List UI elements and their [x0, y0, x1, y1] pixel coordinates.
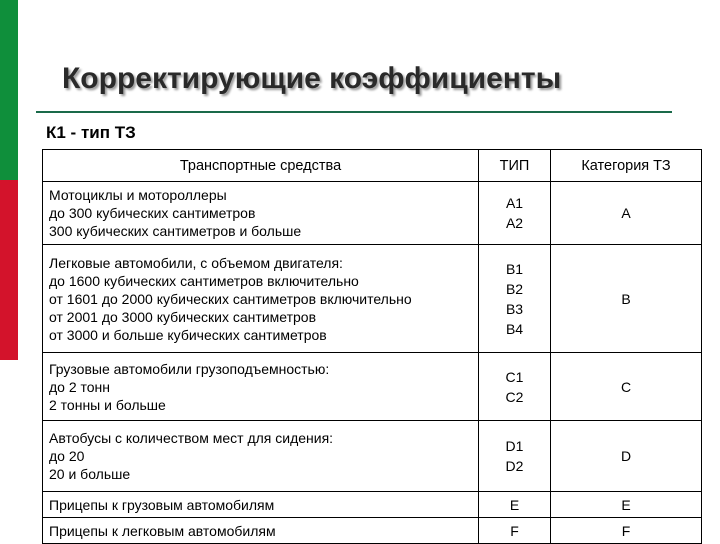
vehicle-cell	[43, 353, 479, 421]
vehicle-cell	[43, 421, 479, 492]
table-header-row	[43, 150, 702, 182]
category-cell	[551, 245, 702, 353]
type-cell	[479, 245, 551, 353]
vehicle-line: Грузовые автомобили грузоподъемностью:	[49, 360, 330, 377]
slide-subtitle: К1 - тип ТЗ	[46, 123, 136, 142]
vehicle-cell	[43, 245, 479, 353]
vehicle-line: от 2001 до 3000 кубических сантиметров	[49, 308, 317, 325]
vehicle-line: от 3000 и больше кубических сантиметров	[49, 326, 327, 343]
vehicle-line: до 20	[49, 448, 85, 464]
type-code: F	[510, 522, 519, 539]
category-code: F	[621, 522, 631, 539]
type-code: D1	[505, 438, 524, 454]
type-cell	[479, 353, 551, 421]
table-row	[43, 421, 702, 492]
table-row	[43, 353, 702, 421]
vehicle-line: от 1601 до 2000 кубических сантиметров включительно	[49, 290, 412, 307]
table-row	[43, 182, 702, 245]
type-code: В4	[505, 320, 524, 337]
vehicle-type-table	[42, 149, 702, 544]
category-code: С	[620, 378, 632, 395]
vehicle-line: до 300 кубических сантиметров	[49, 205, 256, 221]
category-code: А	[621, 205, 631, 221]
header-type: ТИП	[479, 150, 551, 182]
vehicle-line: 20 и больше	[49, 466, 131, 482]
type-code: С1	[505, 368, 524, 385]
table-row	[43, 492, 702, 518]
category-code: В	[621, 290, 631, 307]
header-category: Категория ТЗ	[551, 150, 702, 182]
title-underline	[36, 111, 672, 113]
type-cell	[479, 492, 551, 518]
category-cell	[551, 353, 702, 421]
type-code: А1	[505, 195, 524, 211]
vehicle-line: 2 тонны и больше	[49, 396, 166, 413]
vehicle-line: до 1600 кубических сантиметров включительно	[49, 272, 359, 289]
accent-bar-green	[0, 0, 18, 180]
type-code: D2	[505, 458, 524, 474]
vehicle-line: Прицепы к легковым автомобилям	[49, 522, 276, 539]
accent-bar-red	[0, 180, 18, 360]
type-code: А2	[505, 215, 524, 231]
category-cell	[551, 421, 702, 492]
type-cell	[479, 182, 551, 245]
vehicle-cell	[43, 492, 479, 518]
category-code: Е	[621, 496, 631, 513]
slide-title: Корректирующие коэффициенты	[62, 62, 562, 95]
category-cell	[551, 182, 702, 245]
vehicle-cell	[43, 182, 479, 245]
type-code: В1	[505, 260, 524, 277]
vehicle-line: до 2 тонн	[49, 378, 111, 395]
vehicle-line: Мотоциклы и мотороллеры	[49, 187, 227, 203]
type-cell	[479, 421, 551, 492]
type-code: В3	[505, 300, 524, 317]
type-code: Е	[509, 496, 520, 513]
header-vehicles: Транспортные средства	[43, 150, 479, 182]
vehicle-line: 300 кубических сантиметров и больше	[49, 223, 302, 239]
category-code: D	[620, 448, 632, 464]
table-row	[43, 245, 702, 353]
vehicle-line: Легковые автомобили, с объемом двигателя:	[49, 254, 343, 271]
vehicle-line: Прицепы к грузовым автомобилям	[49, 496, 275, 513]
vehicle-line: Автобусы с количеством мест для сидения:	[49, 430, 334, 446]
category-cell	[551, 492, 702, 518]
accent-bar-white	[0, 360, 18, 540]
type-code: С2	[505, 388, 524, 405]
type-code: В2	[505, 280, 524, 297]
